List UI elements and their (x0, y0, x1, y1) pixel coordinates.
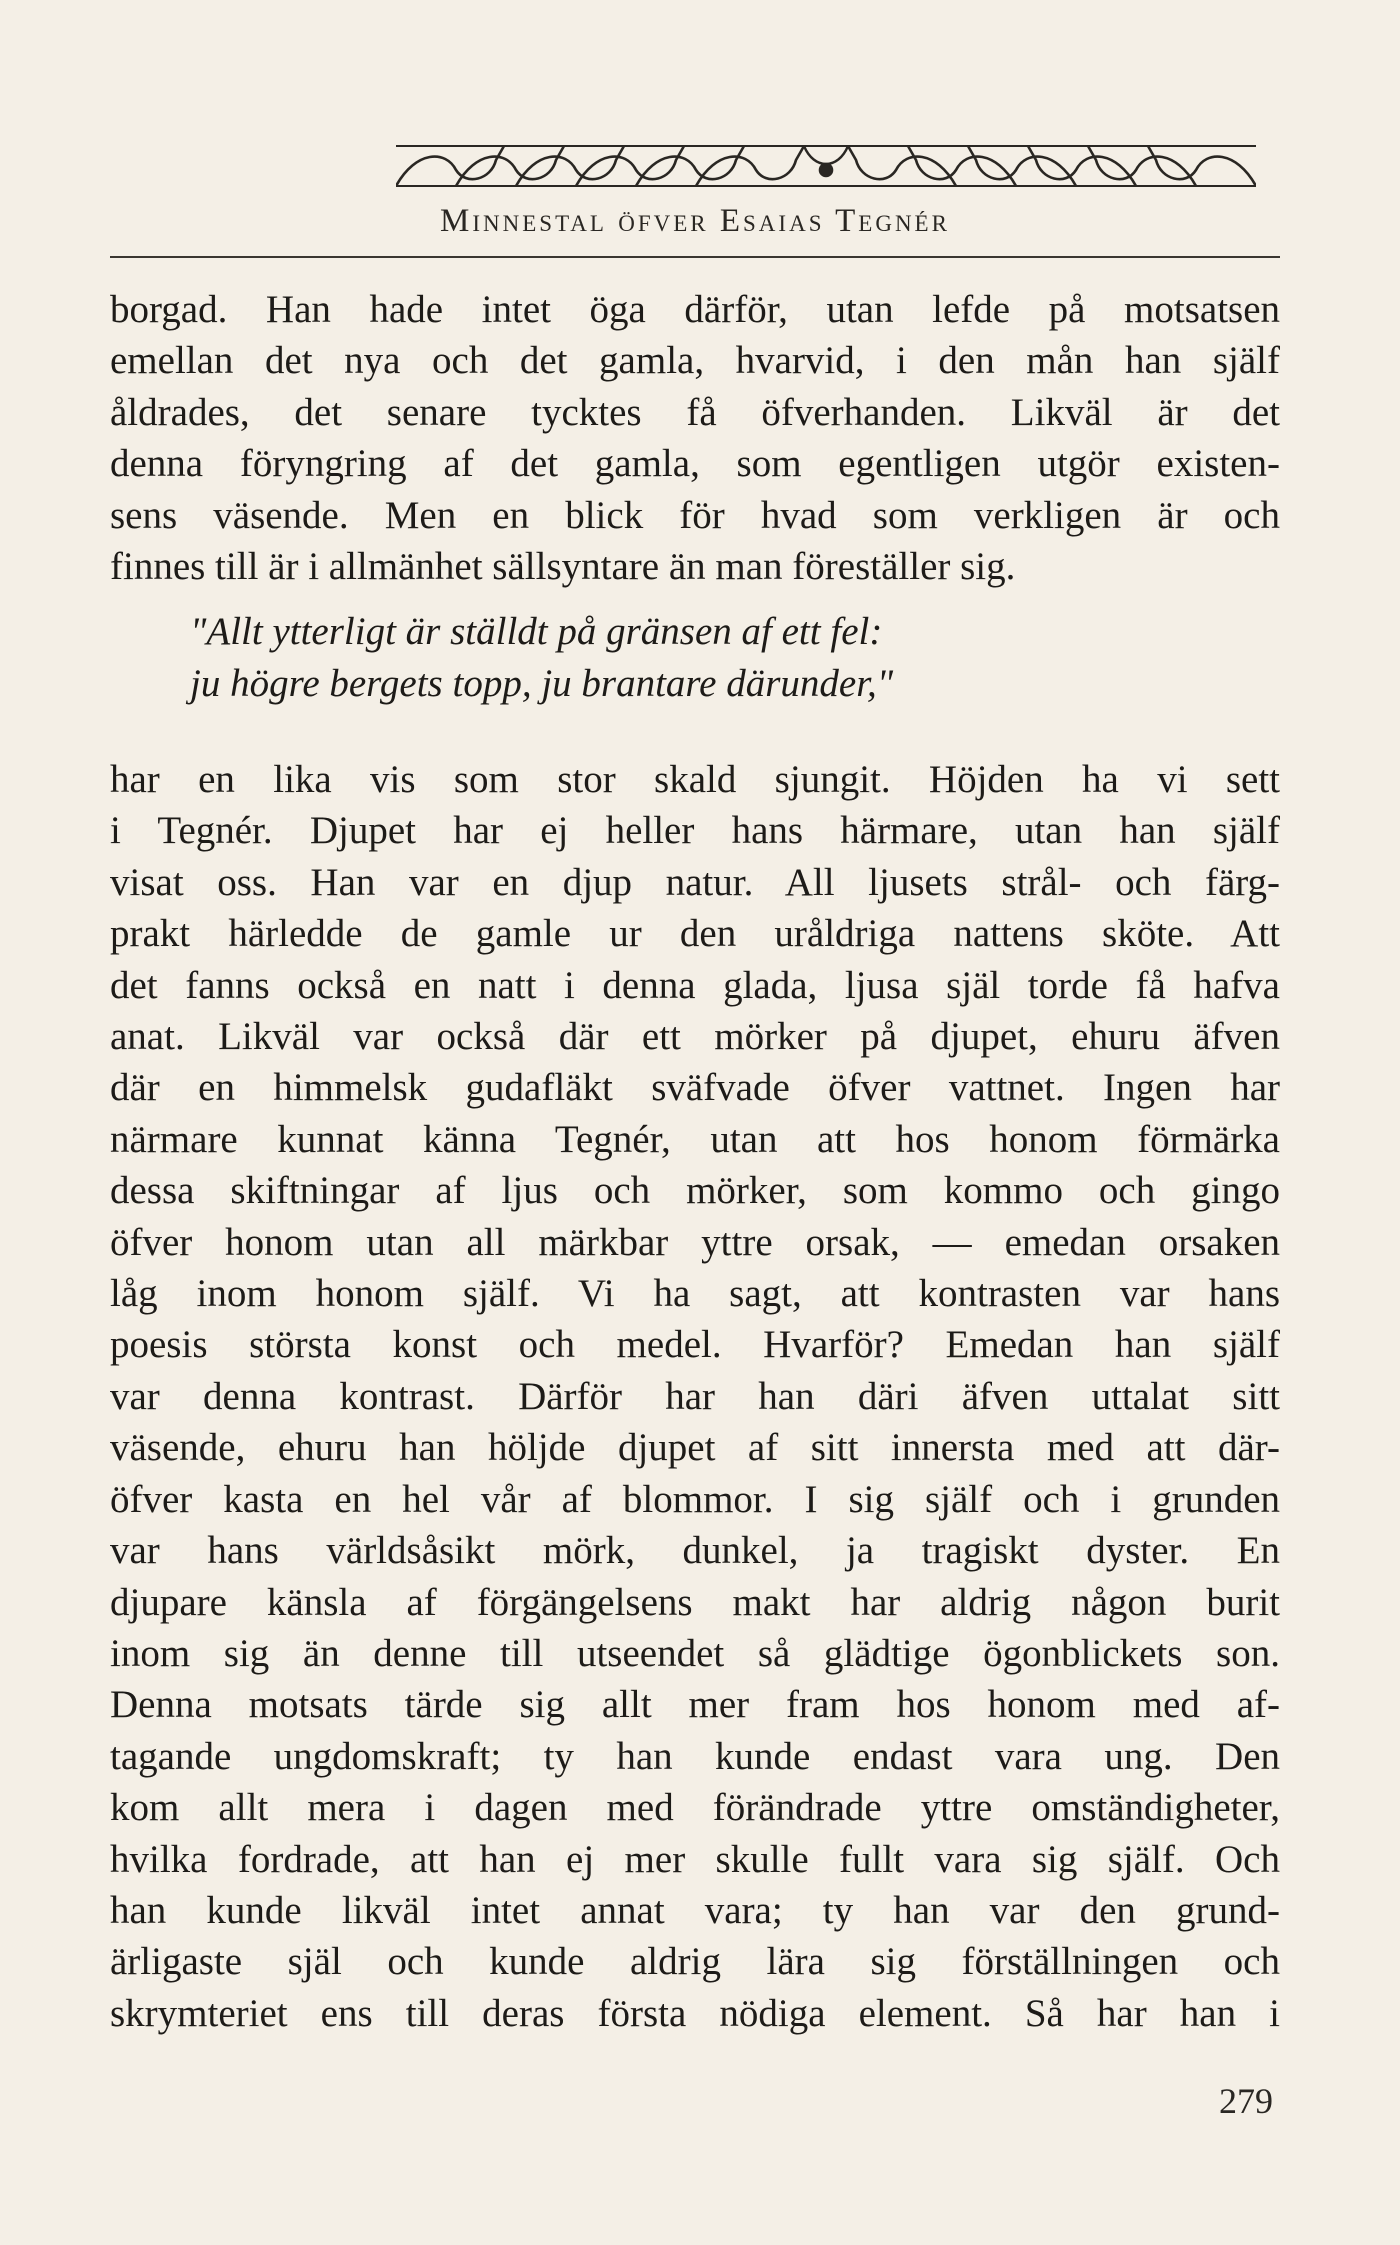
text-line: emellan det nya och det gamla, hvarvid, i den mån han själf (110, 339, 1280, 383)
text-line: denna föryngring af det gamla, som egentligen utgör existen- (110, 442, 1280, 486)
text-line: i Tegnér. Djupet har ej heller hans härmare, utan han själf (110, 809, 1280, 853)
text-line: borgad. Han hade intet öga därför, utan lefde på motsatsen (110, 288, 1281, 331)
text-line: ärligaste själ och kunde aldrig lära sig förställningen och (110, 1940, 1280, 1984)
text-line: skrymteriet ens till deras första nödiga element. Så har han i (110, 1991, 1280, 2035)
verse-line: "Allt ytterligt är ställdt på gränsen af ett fel: (190, 610, 883, 653)
text-line: kom allt mera i dagen med förändrade yttre omständigheter, (110, 1786, 1280, 1830)
text-line: anat. Likväl var också där ett mörker på djupet, ehuru äfven (110, 1015, 1280, 1059)
text-line: öfver kasta en hel vår af blommor. I sig själf och i grunden (110, 1477, 1281, 1521)
text-line: närmare kunnat känna Tegnér, utan att hos honom förmärka (110, 1117, 1280, 1161)
text-line: tagande ungdomskraft; ty han kunde endast vara ung. Den (110, 1734, 1281, 1778)
text-line: öfver honom utan all märkbar yttre orsak, — emedan orsaken (110, 1220, 1281, 1264)
text-line: inom sig än denne till utseendet så glädtige ögonblickets son. (110, 1631, 1280, 1675)
text-line: visat oss. Han var en djup natur. All ljusets strål- och färg- (110, 860, 1281, 904)
text-line: Denna motsats tärde sig allt mer fram hos honom med af- (110, 1683, 1281, 1727)
text-line: där en himmelsk gudafläkt sväfvade öfver vattnet. Ingen har (110, 1066, 1281, 1110)
text-line: finnes till är i allmänhet sällsyntare än man föreställer sig. (110, 545, 1016, 589)
decorative-ornament-band (396, 140, 1256, 192)
text-line: prakt härledde de gamle ur den uråldriga nattens sköte. Att (110, 912, 1280, 956)
paragraph-2 (110, 754, 1280, 2039)
text-line: poesis största konst och medel. Hvarför? Emedan han själf (110, 1323, 1280, 1367)
text-line: djupare känsla af förgängelsens makt har aldrig någon burit (110, 1580, 1280, 1624)
paragraph-1 (110, 284, 1280, 592)
verse-quotation (190, 606, 1190, 710)
header-rule (110, 256, 1280, 258)
text-line: låg inom honom själf. Vi ha sagt, att kontrasten var hans (110, 1272, 1281, 1316)
text-line: väsende, ehuru han höljde djupet af sitt innersta med att där- (110, 1426, 1280, 1470)
text-line: sens väsende. Men en blick för hvad som verkligen är och (110, 493, 1280, 537)
verse-line: ju högre bergets topp, ju brantare därunder," (190, 662, 894, 705)
text-line: hvilka fordrade, att han ej mer skulle fullt vara sig själf. Och (110, 1837, 1280, 1881)
text-line: han kunde likväl intet annat vara; ty han var den grund- (110, 1888, 1280, 1932)
page-number: 279 (1219, 2081, 1273, 2121)
running-head: Minnestal öfver Esaias Tegnér (440, 203, 950, 239)
text-line: var hans världsåsikt mörk, dunkel, ja tragiskt dyster. En (110, 1529, 1280, 1573)
text-line: har en lika vis som stor skald sjungit. Höjden ha vi sett (110, 758, 1281, 801)
text-line: åldrades, det senare tycktes få öfverhanden. Likväl är det (110, 390, 1281, 434)
text-line: det fanns också en natt i denna glada, ljusa själ torde få hafva (110, 963, 1280, 1007)
text-line: dessa skiftningar af ljus och mörker, som kommo och gingo (110, 1169, 1280, 1213)
text-line: var denna kontrast. Därför har han däri äfven uttalat sitt (110, 1374, 1280, 1418)
